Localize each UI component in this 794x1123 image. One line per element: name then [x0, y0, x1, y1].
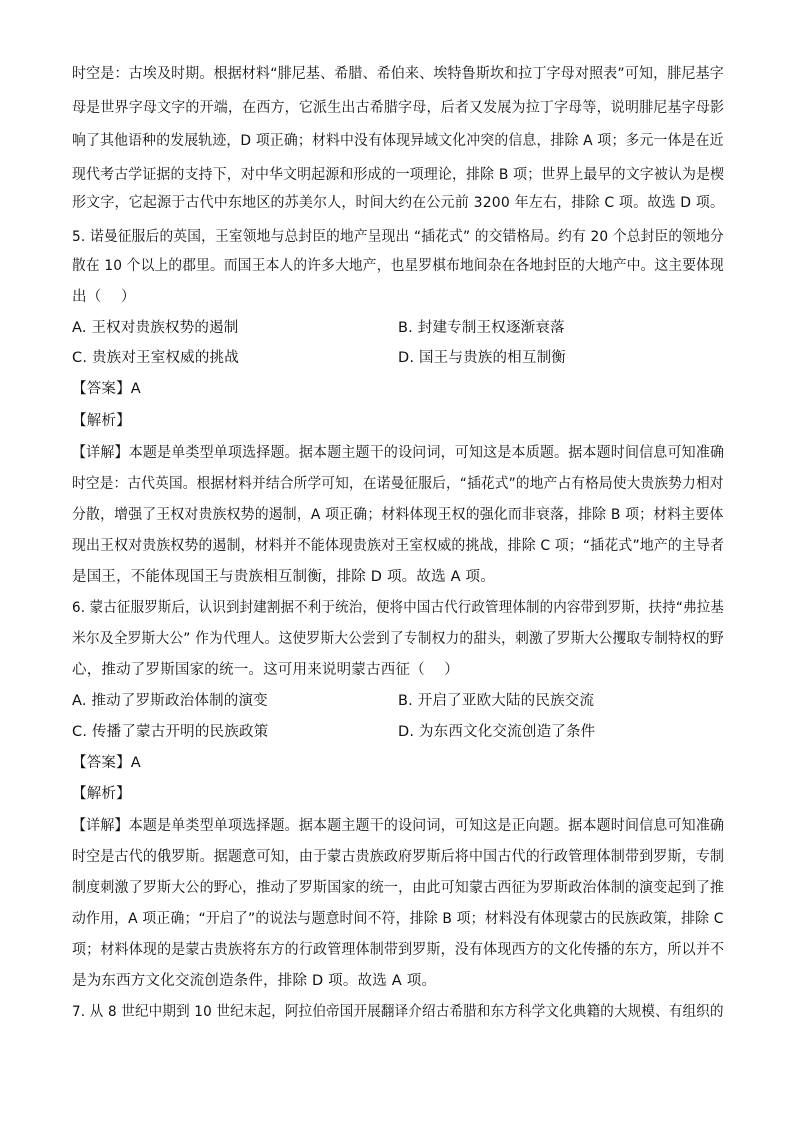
q5-option-d: D. 国王与贵族的相互制衡: [398, 350, 566, 366]
q6-detail-line-4: 动作用，A 项正确；“开启了”的说法与题意时间不符，排除 B 项；材料没有体现蒙古的民族政策，排除 C: [72, 911, 724, 927]
q6-stem-line-1: 6. 蒙古征服罗斯后，认识到封建割据不利于统治，便将中国古代行政管理体制的内容带到罗斯，扶持“弗拉基: [72, 600, 724, 616]
q6-stem-line-2: 米尔及全罗斯大公” 作为代理人。这使罗斯大公尝到了专制权力的甜头，刺激了罗斯大公攫取专制特权的野: [72, 631, 724, 647]
q6-option-b: B. 开启了亚欧大陆的民族交流: [398, 693, 595, 709]
q6-answer: 【答案】A: [72, 755, 141, 771]
q6-stem-line-3: 心，推动了罗斯国家的统一。这可用来说明蒙古西征（ ）: [72, 662, 460, 678]
q5-detail-line-4: 现出王权对贵族权势的遏制，材料并不能体现贵族对王室权威的挑战，排除 C 项；“插花式”地产的主导者: [72, 538, 725, 554]
q5-stem-line-1: 5. 诺曼征服后的英国，王室领地与总封臣的地产呈现出 “插花式” 的交错格局。约有 20 个总封臣的领地分: [72, 229, 724, 245]
q6-analysis-label: 【解析】: [72, 786, 131, 802]
q5-option-a: A. 王权对贵族权势的遏制: [72, 320, 239, 336]
q5-stem-line-3: 出（ ）: [72, 289, 136, 305]
q5-option-c: C. 贵族对王室权威的挑战: [72, 350, 239, 366]
q5-stem-line-2: 散在 10 个以上的郡里。而国王本人的许多大地产，也星罗棋布地间杂在各地封臣的大地产中。这主要体现: [72, 258, 724, 274]
q5-detail-line-5: 是国王，不能体现国王与贵族相互制衡，排除 D 项。故选 A 项。: [72, 569, 495, 585]
q4-analysis-line-4: 现代考古学证据的支持下，对中华文明起源和形成的一项理论，排除 B 项；世界上最早的文字被认为是楔: [72, 167, 725, 183]
q6-detail-line-3: 制度刺激了罗斯大公的野心，推动了罗斯国家的统一，由此可知蒙古西征为罗斯政治体制的演变起到了推: [72, 880, 725, 896]
q4-analysis-line-1: 时空是：古埃及时期。根据材料“腓尼基、希腊、希伯来、埃特鲁斯坎和拉丁字母对照表”可知，腓尼基字: [72, 66, 724, 82]
q5-detail-line-1: 【详解】本题是单类型单项选择题。据本题主题干的设问词，可知这是本质题。据本题时间信息可知准确: [72, 445, 725, 461]
q5-option-b: B. 封建专制王权逐渐衰落: [398, 320, 565, 336]
q6-option-d: D. 为东西文化交流创造了条件: [398, 724, 596, 740]
q5-answer: 【答案】A: [72, 381, 141, 397]
q4-analysis-line-3: 响了其他语种的发展轨迹，D 项正确；材料中没有体现异域文化冲突的信息，排除 A 项；多元一体是在近: [72, 133, 724, 149]
q6-option-c: C. 传播了蒙古开明的民族政策: [72, 724, 269, 740]
q5-analysis-label: 【解析】: [72, 413, 131, 429]
q4-analysis-line-5: 形文字，它起源于古代中东地区的苏美尔人，时间大约在公元前 3200 年左右，排除 C 项。故选 D 项。: [72, 195, 725, 211]
q5-detail-line-2: 时空是：古代英国。根据材料并结合所学可知，在诺曼征服后，“插花式”的地产占有格局使大贵族势力相对: [72, 476, 724, 492]
q5-detail-line-3: 分散，增强了王权对贵族权势的遏制，A 项正确；材料体现王权的强化而非衰落，排除 B 项；材料主要体: [72, 507, 724, 523]
q6-option-a: A. 推动了罗斯政治体制的演变: [72, 693, 268, 709]
q6-detail-line-5: 项；材料体现的是蒙古贵族将东方的行政管理体制带到罗斯，没有体现西方的文化传播的东方，所以并不: [72, 942, 725, 958]
q6-detail-line-6: 是为东西方文化交流创造条件，排除 D 项。故选 A 项。: [72, 973, 437, 989]
q6-detail-line-2: 时空是古代的俄罗斯。据题意可知，由于蒙古贵族政府罗斯后将中国古代的行政管理体制带到罗斯，专制: [72, 849, 725, 865]
q7-stem-line-1: 7. 从 8 世纪中期到 10 世纪末起，阿拉伯帝国开展翻译介绍古希腊和东方科学文化典籍的大规模、有组织的: [72, 1004, 724, 1020]
q4-analysis-line-2: 母是世界字母文字的开端，在西方，它派生出古希腊字母，后者又发展为拉丁字母等，说明腓尼基字母影: [72, 100, 725, 116]
q6-detail-line-1: 【详解】本题是单类型单项选择题。据本题主题干的设问词，可知这是正向题。据本题时间信息可知准确: [72, 818, 725, 834]
